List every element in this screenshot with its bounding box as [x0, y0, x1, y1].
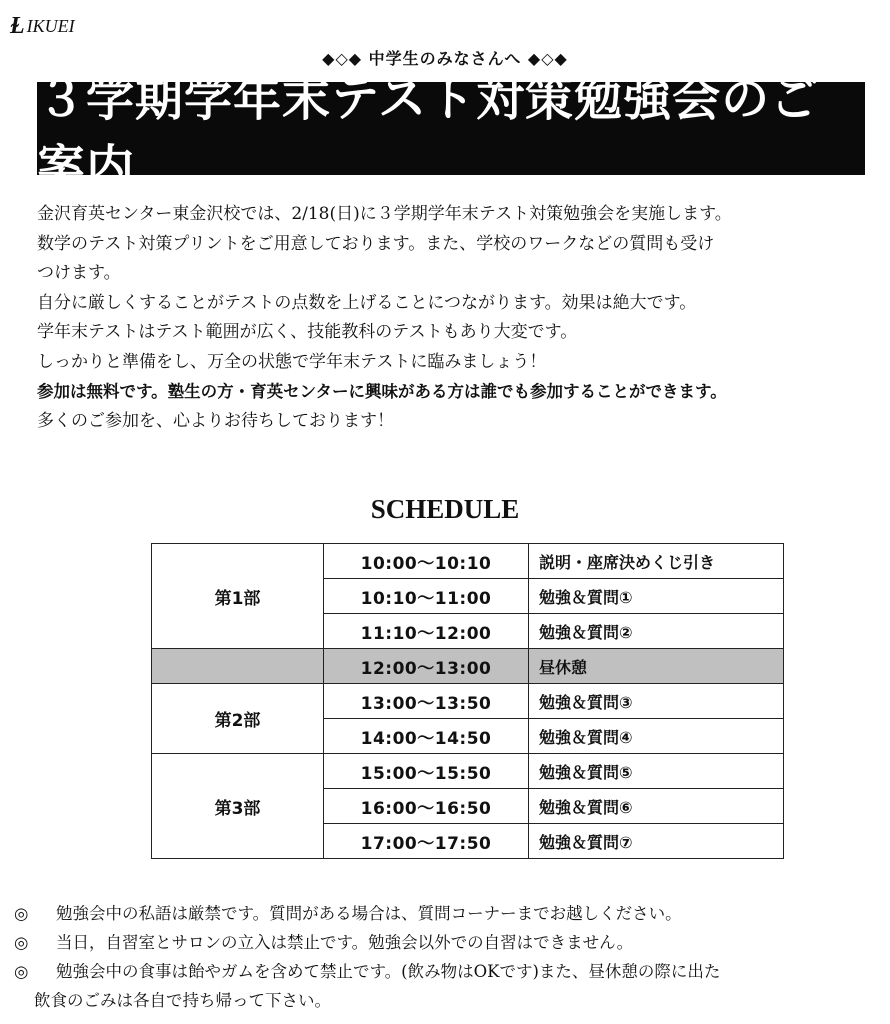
time-cell: 10:00～10:10	[324, 544, 529, 579]
notes-list	[14, 899, 886, 1015]
intro-line: 数学のテスト対策プリントをご用意しております。また、学校のワークなどの質問も受け	[37, 233, 715, 254]
table-row	[152, 754, 784, 789]
activity-cell: 説明・座席決めくじ引き	[529, 544, 784, 579]
bullseye-icon: ◎	[14, 933, 29, 952]
bullseye-icon: ◎	[14, 904, 29, 923]
intro-text	[37, 200, 882, 436]
activity-cell: 勉強＆質問①	[529, 579, 784, 614]
note-text: 当日，自習室とサロンの立入は禁止です。勉強会以外での自習はできません。	[56, 933, 634, 952]
free-participation-notice: 参加は無料です。塾生の方・育英センターに興味がある方は誰でも参加することができます。	[37, 382, 727, 401]
activity-cell: 勉強＆質問③	[529, 684, 784, 719]
activity-cell: 勉強＆質問④	[529, 719, 784, 754]
lunch-break-row	[152, 649, 784, 684]
title-banner	[37, 70, 865, 196]
note-continuation: 飲食のごみは各自で持ち帰って下さい。	[34, 991, 331, 1010]
schedule-title: SCHEDULE	[370, 494, 520, 524]
activity-cell: 勉強＆質問⑤	[529, 754, 784, 789]
intro-line: 金沢育英センター東金沢校では、2/18(日)に３学期学年末テスト対策勉強会を実施します。	[37, 204, 732, 224]
time-cell: 11:10～12:00	[324, 614, 529, 649]
time-cell: 10:10～11:00	[324, 579, 529, 614]
part-label: 第2部	[152, 684, 324, 754]
time-cell: 16:00～16:50	[324, 789, 529, 824]
activity-cell: 勉強＆質問②	[529, 614, 784, 649]
time-cell: 13:00～13:50	[324, 684, 529, 719]
list-item	[14, 899, 886, 928]
intro-line: しっかりと準備をし、万全の状態で学年末テストに臨みましょう！	[37, 351, 547, 372]
subtitle: ◆◇◆ 中学生のみなさんへ ◆◇◆	[322, 49, 568, 68]
note-text: 勉強会中の私語は厳禁です。質問がある場合は、質問コーナーまでお越しください。	[56, 904, 682, 923]
intro-line: 学年末テストはテスト範囲が広く、技能教科のテストもあり大変です。	[37, 322, 578, 342]
time-cell: 14:00～14:50	[324, 719, 529, 754]
schedule-table	[151, 543, 784, 859]
time-cell: 17:00～17:50	[324, 824, 529, 859]
part-label: 第3部	[152, 754, 324, 859]
activity-cell: 勉強＆質問⑦	[529, 824, 784, 859]
activity-cell: 勉強＆質問⑥	[529, 789, 784, 824]
time-cell: 12:00～13:00	[324, 649, 529, 684]
table-row	[152, 684, 784, 719]
table-row	[152, 544, 784, 579]
activity-cell: 昼休憩	[529, 649, 784, 684]
ikuei-logo-icon: Ɫ	[10, 13, 25, 39]
intro-line: つけます。	[37, 263, 121, 283]
ikuei-logo	[10, 14, 75, 38]
page-title: ３学期学年末テスト対策勉強会のご案内	[37, 70, 820, 196]
closing-line: 多くのご参加を、心よりお待ちしております！	[37, 410, 394, 431]
intro-line: 自分に厳しくすることがテストの点数を上げることにつながります。効果は絶大です。	[37, 292, 697, 313]
logo-text: IKUEI	[26, 15, 75, 36]
note-text: 勉強会中の食事は飴やガムを含めて禁止です。(飲み物はOKです)また、昼休憩の際に出た	[56, 962, 721, 981]
part-label	[152, 649, 324, 684]
part-label: 第1部	[152, 544, 324, 649]
time-cell: 15:00～15:50	[324, 754, 529, 789]
list-item	[14, 928, 886, 957]
list-item	[14, 957, 886, 986]
bullseye-icon: ◎	[14, 962, 29, 981]
